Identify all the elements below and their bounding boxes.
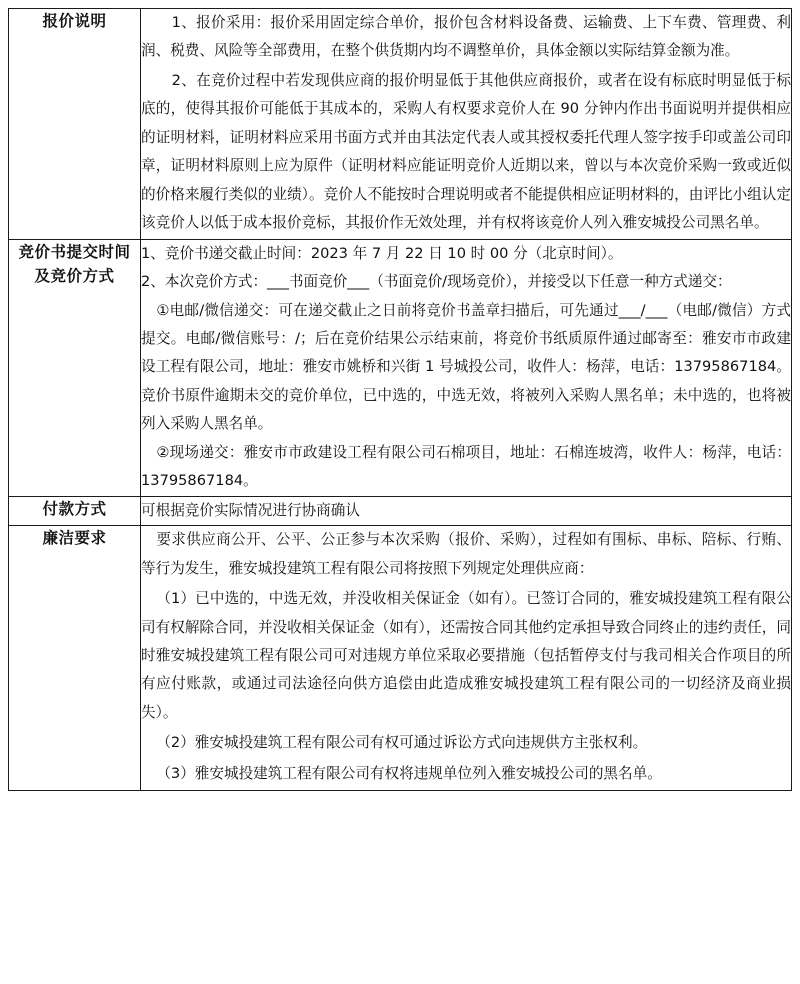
- row-content-submission: [141, 239, 792, 496]
- table-row-quote-description: [9, 9, 792, 240]
- row-content-payment: 可根据竞价实际情况进行协商确认: [141, 496, 792, 525]
- table-row-integrity: [9, 526, 792, 791]
- submission-paragraph-4: ②现场递交：雅安市市政建设工程有限公司石棉项目，地址：石棉连坡湾，收件人：杨萍，电话：13795867184。: [141, 443, 791, 490]
- integrity-paragraph-3: （2）雅安城投建筑工程有限公司有权可通过诉讼方式向违规供方主张权利。: [156, 734, 648, 752]
- row-label-payment: 付款方式: [9, 496, 141, 525]
- integrity-paragraph-2: （1）已中选的，中选无效，并没收相关保证金（如有）。已签订合同的，雅安城投建筑工程有限公司有权解除合同，并没收相关保证金（如有），还需按合同其他约定承担导致合同终止的违约责任，同时雅安城投建筑工程有限公司可对违规方单位采取必要措施（包括暂停支付与我司相关合作项目的所有应付账款，或通过司法途径向供方追偿由此造成雅安城投建筑工程有限公司的一切经济及商业损失）。: [141, 590, 791, 721]
- contract-terms-table: [8, 8, 792, 791]
- submission-paragraph-1: 1、竞价书递交截止时间：2023 年 7 月 22 日 10 时 00 分（北京时间）。: [141, 244, 623, 262]
- submission-paragraph-2: 2、本次竞价方式：___书面竞价___（书面竞价/现场竞价），并接受以下任意一种方式递交：: [141, 273, 732, 291]
- row-content-integrity: [141, 526, 792, 791]
- row-label-submission: [9, 239, 141, 496]
- table-row-payment: [9, 496, 792, 525]
- document-page: [8, 8, 792, 976]
- quote-paragraph-2: 2、在竞价过程中若发现供应商的报价明显低于其他供应商报价，或者在设有标底时明显低于标底的，使得其报价可能低于其成本的，采购人有权要求竞价人在 90 分钟内作出书面说明并提供相应的证明材料，证明材料应采用书面方式并由其法定代表人或其授权委托代理人签字按手印或盖公司印章，证明材料原则上应为原件（证明材料应能证明竞价人近期以来，曾以与本次竞价采购一致或近似的价格来履行类似的业绩）。竞价人不能按时合理说明或者不能提供相应证明材料的，由评比小组认定该竞价人以低于成本报价竞标，其报价作无效处理，并有权将该竞价人列入雅安城投公司黑名单。: [141, 71, 791, 232]
- integrity-paragraph-4: （3）雅安城投建筑工程有限公司有权将违规单位列入雅安城投公司的黑名单。: [156, 764, 662, 782]
- submission-paragraph-3: ①电邮/微信递交：可在递交截止之日前将竞价书盖章扫描后，可先通过___/___（电邮/微信）方式提交。电邮/微信账号：/；后在竞价结果公示结束前，将竞价书纸质原件通过邮寄至：雅安市市政建设工程有限公司，地址：雅安市姚桥和兴街 1 号城投公司，收件人：杨萍，电话：13795867184。竞价书原件逾期未交的竞价单位，已中选的，中选无效，将被列入采购人黑名单；未中选的，也将被列入采购人黑名单。: [141, 301, 791, 433]
- row-label-submission-line1: 竞价书提交时间: [18, 242, 131, 261]
- row-label-submission-line2: 及竞价方式: [34, 267, 115, 286]
- row-content-quote-description: [141, 9, 792, 240]
- row-label-quote-description: 报价说明: [9, 9, 141, 240]
- integrity-paragraph-1: 要求供应商公开、公平、公正参与本次采购（报价、采购），过程如有围标、串标、陪标、行贿、等行为发生，雅安城投建筑工程有限公司将按照下列规定处理供应商：: [141, 531, 791, 577]
- quote-paragraph-1: 1、报价采用：报价采用固定综合单价，报价包含材料设备费、运输费、上下车费、管理费、利润、税费、风险等全部费用，在整个供货期内均不调整单价，具体金额以实际结算金额为准。: [141, 14, 791, 60]
- table-row-submission: [9, 239, 792, 496]
- row-label-integrity: 廉洁要求: [9, 526, 141, 791]
